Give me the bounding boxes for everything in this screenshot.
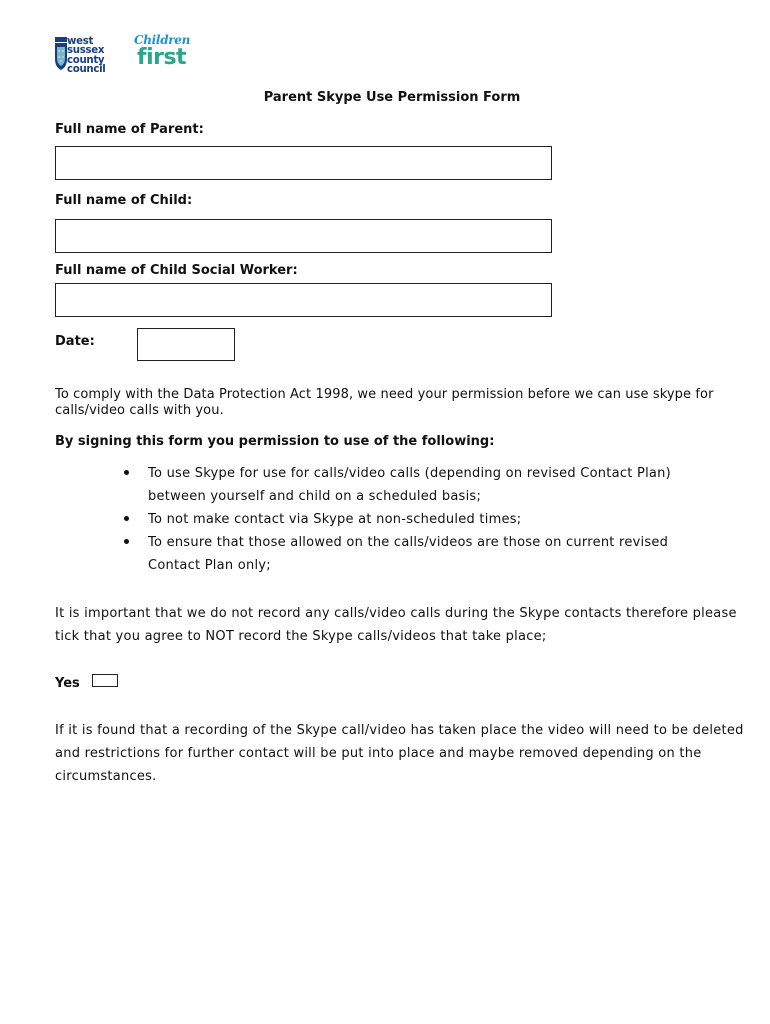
list-item: To use Skype for use for calls/video calls (depending on revised Contact Plan) between yourself and child on a scheduled basis; bbox=[120, 462, 720, 508]
children-first-logo bbox=[134, 33, 190, 79]
children-first-bottom-text: first bbox=[137, 45, 187, 70]
council-word: sussex bbox=[67, 45, 105, 57]
data-protection-intro: To comply with the Data Protection Act 1998, we need your permission before we can use skype for calls/video calls with you. bbox=[55, 387, 714, 418]
children-first-top-text: Children bbox=[134, 33, 191, 47]
child-name-label: Full name of Child: bbox=[55, 193, 193, 208]
child-name-field[interactable] bbox=[55, 219, 552, 253]
permission-heading: By signing this form you permission to use of the following: bbox=[55, 434, 495, 449]
consequence-notice: If it is found that a recording of the Skype call/video has taken place the video will need to be deleted and restrictions for further contact will be put into place and maybe removed depending on the circumstances. bbox=[55, 723, 744, 784]
west-sussex-county-council-logo bbox=[54, 33, 126, 77]
council-wordmark bbox=[67, 37, 105, 75]
council-word: council bbox=[67, 64, 106, 76]
council-word: west bbox=[67, 36, 94, 47]
date-label: Date: bbox=[55, 334, 95, 349]
parent-name-field[interactable] bbox=[55, 146, 552, 180]
yes-label: Yes bbox=[55, 676, 80, 691]
recording-notice: It is important that we do not record any calls/video calls during the Skype contacts therefore please tick that you agree to NOT record the Skype calls/videos that take place; bbox=[55, 606, 737, 644]
social-worker-name-field[interactable] bbox=[55, 283, 552, 317]
council-word: county bbox=[67, 54, 105, 66]
yes-checkbox[interactable] bbox=[92, 674, 118, 687]
list-item: To ensure that those allowed on the calls/videos are those on current revised Contact Plan only; bbox=[120, 531, 720, 577]
parent-name-label: Full name of Parent: bbox=[55, 122, 204, 137]
conditions-list bbox=[120, 462, 720, 577]
date-field[interactable] bbox=[137, 328, 235, 361]
social-worker-name-label: Full name of Child Social Worker: bbox=[55, 263, 298, 278]
crest-shield-icon bbox=[54, 37, 68, 71]
list-item: To not make contact via Skype at non-scheduled times; bbox=[120, 508, 720, 531]
form-title: Parent Skype Use Permission Form bbox=[263, 90, 521, 105]
